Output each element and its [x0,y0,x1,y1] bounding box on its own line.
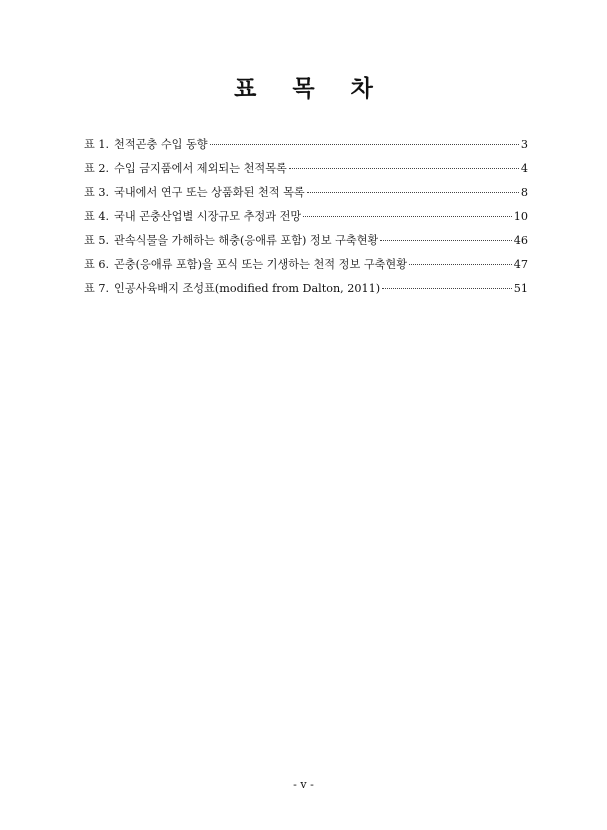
toc-entry-1[interactable] [84,133,528,157]
toc-dot-leader [289,168,519,169]
toc-entry-label: 표 3. [84,186,110,199]
toc-entry-7[interactable] [84,277,528,301]
toc-entry-label: 표 5. [84,234,110,247]
toc-dot-leader [409,264,512,265]
table-of-contents [84,133,528,301]
toc-entry-page: 4 [520,162,528,175]
toc-entry-title: 천적곤충 수입 동향 [114,138,208,151]
toc-dot-leader [382,288,512,289]
toc-entry-title: 국내 곤충산업별 시장규모 추정과 전망 [114,210,302,223]
toc-entry-page: 47 [513,258,528,271]
toc-entry-title: 인공사육배지 조성표(modified from Dalton, 2011) [114,282,381,295]
toc-entry-page: 10 [513,210,528,223]
toc-entry-title: 수입 금지품에서 제외되는 천적목록 [114,162,287,175]
toc-entry-title: 곤충(응애류 포함)을 포식 또는 기생하는 천적 정보 구축현황 [114,258,408,271]
toc-entry-label: 표 6. [84,258,110,271]
toc-entry-page: 3 [520,138,528,151]
toc-entry-3[interactable] [84,181,528,205]
toc-entry-title: 관속식물을 가해하는 해충(응애류 포함) 정보 구축현황 [114,234,379,247]
toc-dot-leader [210,144,519,145]
toc-entry-label: 표 1. [84,138,110,151]
toc-entry-page: 51 [513,282,528,295]
toc-entry-label: 표 2. [84,162,110,175]
toc-entry-title: 국내에서 연구 또는 상품화된 천적 목록 [114,186,305,199]
page-title: 표 목 차 [234,75,387,102]
toc-entry-5[interactable] [84,229,528,253]
toc-dot-leader [380,240,511,241]
toc-entry-page: 46 [513,234,528,247]
toc-dot-leader [307,192,519,193]
page-number-footer: - v - [293,778,314,791]
toc-entry-page: 8 [520,186,528,199]
toc-entry-2[interactable] [84,157,528,181]
toc-dot-leader [303,216,512,217]
toc-entry-label: 표 7. [84,282,110,295]
toc-entry-label: 표 4. [84,210,110,223]
toc-entry-6[interactable] [84,253,528,277]
toc-entry-4[interactable] [84,205,528,229]
